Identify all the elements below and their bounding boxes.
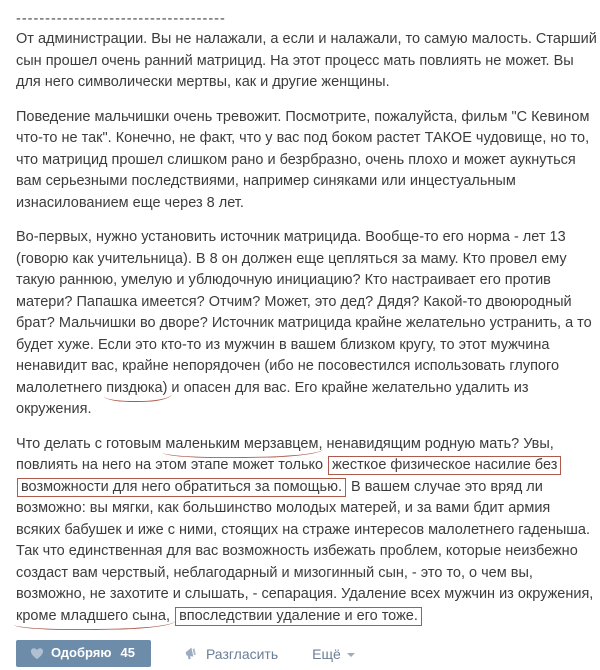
text-line bbox=[16, 434, 584, 456]
text-segment: Во-первых, нужно установить источник матрицида. Вообще-то его норма - лет 13 bbox=[16, 229, 566, 245]
text-line bbox=[16, 477, 584, 499]
text-line bbox=[16, 29, 597, 51]
text-line bbox=[16, 292, 584, 314]
text-line bbox=[16, 563, 584, 585]
text-line bbox=[16, 606, 584, 628]
share-button[interactable] bbox=[185, 646, 278, 662]
text-segment: , ненавидящим родную мать? Увы, bbox=[318, 435, 554, 452]
text-segment bbox=[170, 608, 174, 624]
text-line bbox=[16, 171, 584, 193]
more-label: Ещё bbox=[312, 645, 341, 662]
text-line bbox=[16, 150, 584, 172]
text-line bbox=[16, 378, 584, 400]
text-segment: малолетнего bbox=[16, 379, 107, 396]
text-segment: создаст вам черствый, неблагодарный и мизогинный сын, - это то, о чем вы, bbox=[16, 564, 533, 581]
text-segment: всяких бабушек и иже с ними, стоящих на страже интересов малолетнего гаденыша. bbox=[16, 521, 591, 538]
text-segment: такую раннюю, умелую и ублюдочную инициацию? Кто настраивает его против bbox=[16, 272, 551, 288]
text-line bbox=[16, 51, 584, 73]
text-line bbox=[16, 541, 584, 563]
share-label: Разгласить bbox=[205, 645, 279, 662]
heart-icon bbox=[30, 647, 44, 660]
red-underline-annotation: маленьким мерзавцем bbox=[165, 435, 319, 452]
text-line bbox=[16, 313, 592, 335]
text-line bbox=[16, 584, 594, 606]
text-segment: вам серьезными последствиями, например синяками или инцестуальным bbox=[16, 173, 516, 189]
text-segment: сын прошел очень ранний матрицид. На этот процесс мать повлиять не может. Вы bbox=[16, 52, 574, 69]
text-line bbox=[16, 335, 584, 357]
like-label: Одобряю bbox=[51, 645, 112, 660]
text-segment: брат? Мальчишки во дворе? Источник матрицида крайне желательно устранить, а то bbox=[16, 315, 592, 331]
text-line bbox=[16, 227, 584, 249]
text-segment: что матрицид прошел слишком рано и безрбразно, очень плохо и может аукнуться bbox=[16, 151, 576, 168]
text-line bbox=[16, 498, 584, 520]
text-line bbox=[16, 72, 584, 94]
text-segment: окружения. bbox=[16, 401, 92, 417]
text-segment: Поведение мальчишки очень тревожит. Посмотрите, пожалуйста, фильм "С Кевином bbox=[16, 108, 590, 125]
text-segment: Так что единственная для вас возможность избежать проблем, которые неизбежно bbox=[16, 543, 578, 559]
red-box-annotation: возможности для него обратиться за помощью. bbox=[17, 478, 346, 497]
text-line bbox=[16, 270, 584, 292]
text-line bbox=[16, 128, 590, 150]
megaphone-icon bbox=[185, 646, 200, 661]
divider-dashes: ------------------------------------ bbox=[16, 11, 226, 27]
text-segment: возможно: вы мягки, как большинство молодых матерей, и за вами бдит армия bbox=[16, 500, 551, 516]
text-line bbox=[16, 249, 584, 271]
text-segment: В вашем случае это вряд ли bbox=[347, 478, 543, 495]
text-segment: изнасилованием еще через 8 лет. bbox=[16, 194, 244, 211]
text-segment: для него символически мертвы, как и другие женщины. bbox=[16, 74, 390, 90]
post-body bbox=[16, 29, 597, 627]
text-segment: матери? Папашка имеется? Отчим? Может, это дед? Дядя? Какой-то двоюродный bbox=[16, 293, 572, 310]
paragraph bbox=[16, 29, 597, 94]
red-underline-annotation: кроме младшего сына, bbox=[16, 607, 171, 624]
text-segment: (говорю как учительница). В 8 он должен еще цепляться за маму. Кто провел ему bbox=[16, 250, 567, 267]
red-underline-annotation: пиздюка) bbox=[106, 379, 168, 396]
post-actions-bar bbox=[16, 640, 584, 667]
text-segment: Что делать с готовым bbox=[16, 435, 166, 452]
text-segment: повлиять на него на этом этапе может только bbox=[16, 457, 328, 473]
text-line bbox=[16, 399, 584, 421]
red-box-annotation: жесткое физическое насилие без bbox=[328, 456, 561, 475]
text-segment: что-то не так". Конечно, не факт, что у вас под боком растет ТАКОЕ чудовище, но то, bbox=[16, 130, 590, 146]
text-line bbox=[16, 520, 591, 542]
text-segment: ненавидит вас, крайне непорядочен (ибо не посовестился использовать глупого bbox=[16, 358, 560, 374]
like-button[interactable] bbox=[16, 640, 151, 667]
text-line bbox=[16, 455, 584, 477]
red-box-annotation: впоследствии удаление и его тоже. bbox=[175, 607, 422, 626]
text-segment: и опасен для вас. Его крайне желательно удалить из bbox=[167, 379, 529, 396]
text-segment: От администрации. Вы не налажали, а если и налажали, то самую малость. Старший bbox=[16, 31, 597, 47]
like-count: 45 bbox=[120, 645, 135, 660]
paragraph bbox=[16, 434, 594, 628]
more-button[interactable] bbox=[312, 646, 355, 662]
text-line bbox=[16, 107, 590, 129]
chevron-down-icon bbox=[347, 653, 355, 657]
text-line bbox=[16, 193, 584, 215]
text-segment: будет хуже. Если это кто-то из мужчин в вашем близком кругу, то этот мужчина bbox=[16, 336, 550, 353]
paragraph bbox=[16, 227, 592, 421]
text-line bbox=[16, 356, 584, 378]
text-segment: возможно, не захотите и слышать, - сепарация. Удаление всех мужчин из окружения, bbox=[16, 586, 594, 602]
paragraph bbox=[16, 107, 590, 215]
